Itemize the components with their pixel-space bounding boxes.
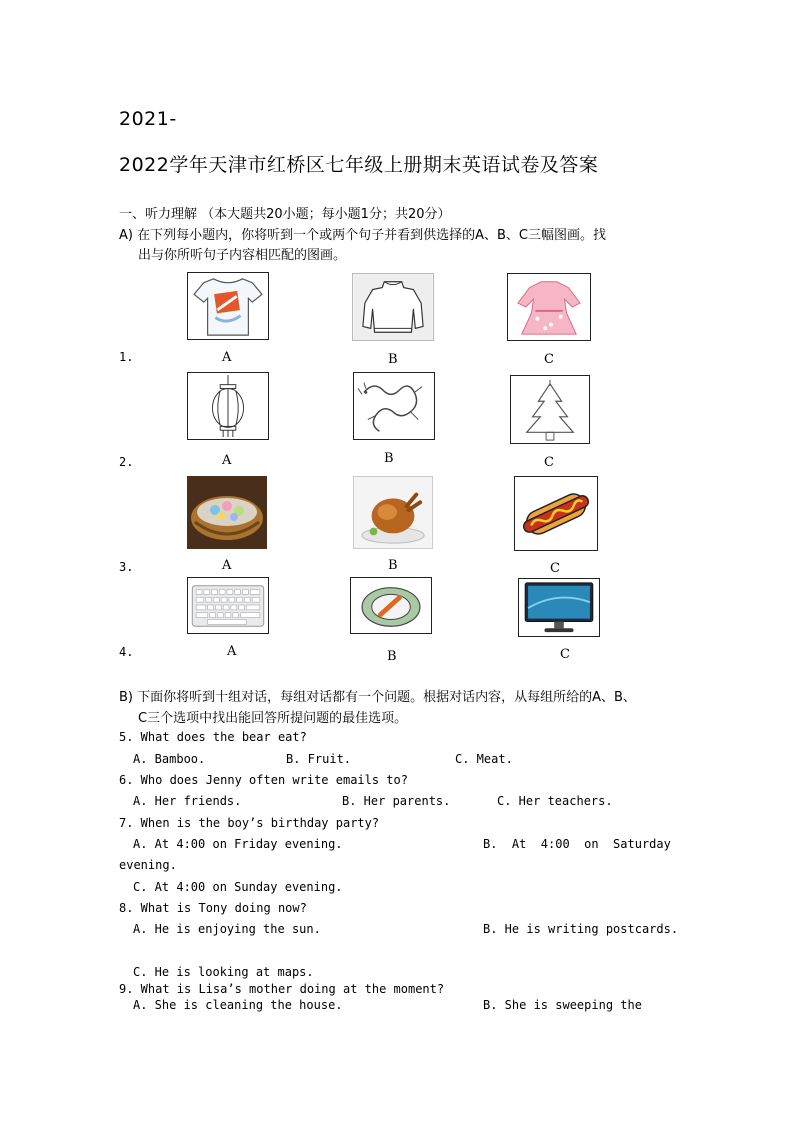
monitor-icon xyxy=(518,578,600,637)
part-a-instruction-cont: 出与你所听句子内容相匹配的图画。 xyxy=(138,248,347,263)
option-label: B xyxy=(388,352,398,367)
option-c: C. At 4:00 on Sunday evening. xyxy=(133,880,343,894)
option-b: B. He is writing postcards. xyxy=(483,922,679,936)
option-label: A xyxy=(222,558,232,573)
option-label: B xyxy=(388,558,398,573)
option-label: A xyxy=(222,350,232,365)
dress-icon xyxy=(507,273,591,341)
question-9: 9. What is Lisa’s mother doing at the moment? xyxy=(119,982,445,996)
option-label: B xyxy=(387,649,397,664)
question-6: 6. Who does Jenny often write emails to? xyxy=(119,773,408,787)
option-label: B xyxy=(384,451,394,466)
option-b: B. She is sweeping the xyxy=(483,998,642,1012)
question-7: 7. When is the boy’s birthday party? xyxy=(119,816,380,830)
candy-basket-icon xyxy=(187,476,267,549)
option-c: C. Meat. xyxy=(455,752,513,766)
option-a: A. At 4:00 on Friday evening. xyxy=(133,837,343,851)
page-title: 2022学年天津市红桥区七年级上册期末英语试卷及答案 xyxy=(119,154,599,176)
dragon-icon xyxy=(353,372,435,440)
option-label: C xyxy=(560,647,570,662)
t-shirt-icon xyxy=(187,272,269,340)
option-b: B. Fruit. xyxy=(286,752,352,766)
question-number: 4. xyxy=(119,645,134,659)
mouse-icon xyxy=(350,577,432,634)
question-number: 3. xyxy=(119,560,134,574)
hot-dog-icon xyxy=(514,476,598,551)
christmas-tree-icon xyxy=(510,375,590,444)
part-b-instruction-cont: C三个选项中找出能回答所提问题的最佳选项。 xyxy=(138,711,408,726)
option-b: B. Her parents. xyxy=(342,794,451,808)
option-a: A. He is enjoying the sun. xyxy=(133,922,321,936)
option-b: B. At 4:00 on Saturday xyxy=(483,837,671,851)
option-c: C. Her teachers. xyxy=(497,794,613,808)
keyboard-icon xyxy=(187,577,269,634)
option-label: C xyxy=(544,455,554,470)
part-a-instruction: A) 在下列每小题内，你将听到一个或两个句子并看到供选择的A、B、C三幅图画。找 xyxy=(119,228,606,243)
option-label: A xyxy=(227,644,237,659)
option-a: A. Bamboo. xyxy=(133,752,206,766)
option-a: A. Her friends. xyxy=(133,794,242,808)
section-heading: 一、听力理解 （本大题共20小题；每小题1分；共20分） xyxy=(119,207,451,222)
option-label: A xyxy=(222,453,232,468)
question-number: 2. xyxy=(119,455,134,469)
option-a: A. She is cleaning the house. xyxy=(133,998,343,1012)
roast-chicken-icon xyxy=(353,476,433,549)
option-c: C. He is looking at maps. xyxy=(133,965,314,979)
lantern-icon xyxy=(187,372,269,440)
part-b-instruction: B) 下面你将听到十组对话，每组对话都有一个问题。根据对话内容，从每组所给的A、B、 xyxy=(119,690,636,705)
sweater-icon xyxy=(352,273,434,341)
option-label: C xyxy=(544,352,554,367)
title-line-1: 2021- xyxy=(119,108,177,130)
question-number: 1. xyxy=(119,350,134,364)
option-b-cont: evening. xyxy=(119,858,177,872)
question-8: 8. What is Tony doing now? xyxy=(119,901,307,915)
option-label: C xyxy=(550,561,560,576)
question-5: 5. What does the bear eat? xyxy=(119,730,307,744)
